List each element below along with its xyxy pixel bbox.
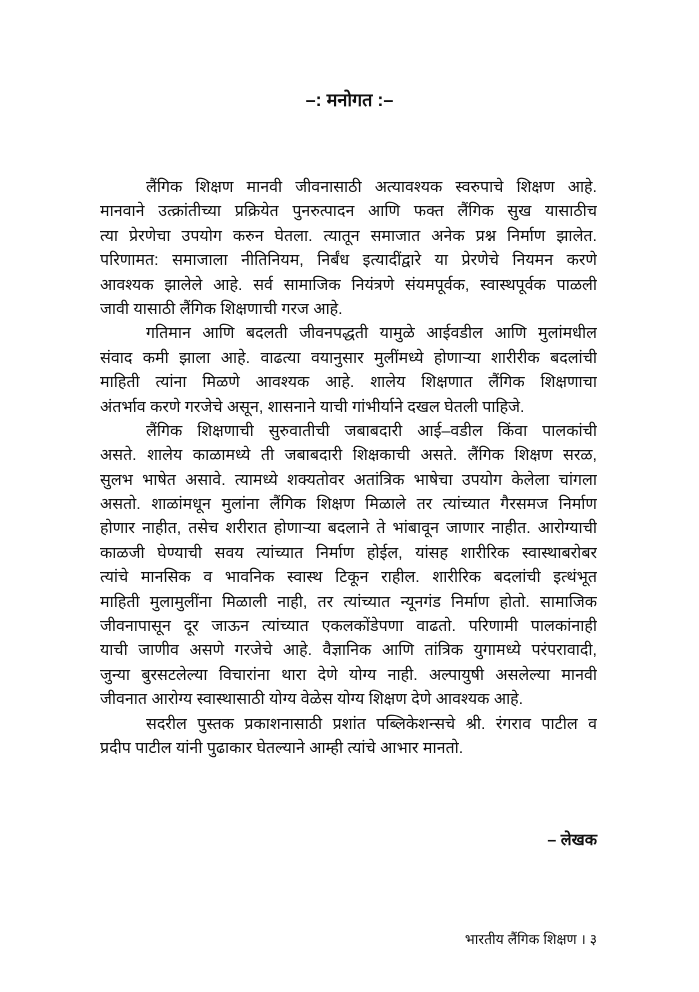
paragraph: [100, 176, 597, 322]
text-line: सुलभ भाषेत असावे. त्यामध्ये शक्यतोवर अतांत्रिक भाषेचा उपयोग केलेला चांगला: [100, 471, 597, 489]
text-line: जीवनात आरोग्य स्वास्थासाठी योग्य वेळेस योग्य शिक्षण देणे आवश्यक आहे.: [100, 691, 524, 709]
text-line: मानवाने उत्क्रांतीच्या प्रक्रियेत पुनरुत्पादन आणि फक्त लैंगिक सुख यासाठीच: [100, 203, 597, 221]
text-line: परिणामत: समाजाला नीतिनियम, निर्बंध इत्यादींद्वारे या प्रेरणेचे नियमन करणे: [100, 252, 597, 270]
text-line: असतो. शाळांमधून मुलांना लैंगिक शिक्षण मिळाले तर त्यांच्यात गैरसमज निर्माण: [100, 496, 597, 514]
text-line: आवश्यक झालेले आहे. सर्व सामाजिक नियंत्रणे संयमपूर्वक, स्वास्थपूर्वक पाळली: [100, 276, 597, 294]
text-line: लैंगिक शिक्षण मानवी जीवनासाठी अत्यावश्यक स्वरुपाचे शिक्षण आहे.: [146, 179, 597, 196]
author-signature: – लेखक: [547, 832, 597, 849]
text-line: होणार नाहीत, तसेच शरीरात होणाऱ्या बदलाने ते भांबावून जाणार नाहीत. आरोग्याची: [100, 520, 597, 538]
text-line: माहिती मुलामुलींना मिळाली नाही, तर त्यांच्यात न्यूनगंड निर्माण होतो. सामाजिक: [100, 593, 597, 611]
text-line: याची जाणीव असणे गरजेचे आहे. वैज्ञानिक आणि तांत्रिक युगामध्ये परंपरावादी,: [100, 642, 597, 660]
text-line: जुन्या बुरसटलेल्या विचारांना थारा देणे योग्य नाही. अल्पायुषी असलेल्या मानवी: [100, 666, 597, 684]
text-line: प्रदीप पाटील यांनी पुढाकार घेतल्याने आम्ही त्यांचे आभार मानतो.: [100, 739, 464, 757]
text-line: जीवनापासून दूर जाऊन त्यांच्यात एकलकोंडेपणा वाढतो. परिणामी पालकांनाही: [100, 618, 597, 636]
page-footer: भारतीय लैंगिक शिक्षण । ३: [464, 931, 597, 947]
text-line: त्यांचे मानसिक व भावनिक स्वास्थ टिकून राहील. शारीरिक बदलांची इत्थंभूत: [100, 569, 597, 587]
text-line: काळजी घेण्याची सवय त्यांच्यात निर्माण होईल, यांसह शारीरिक स्वास्थाबरोबर: [100, 544, 597, 562]
text-line: माहिती त्यांना मिळणे आवश्यक आहे. शालेय शिक्षणात लैंगिक शिक्षणाचा: [100, 374, 597, 392]
text-line: अंतर्भाव करणे गरजेचे असून, शासनाने याची गांभीर्याने दखल घेतली पाहिजे.: [100, 398, 525, 416]
paragraph: [100, 322, 597, 420]
paragraph: [100, 713, 597, 762]
paragraph: [100, 420, 597, 713]
page-title: –: मनोगत :–: [305, 90, 394, 110]
text-line: असते. शालेय काळामध्ये ती जबाबदारी शिक्षकाची असते. लैंगिक शिक्षण सरळ,: [100, 447, 597, 465]
text-line: लैंगिक शिक्षणाची सुरुवातीची जबाबदारी आई–वडील किंवा पालकांची: [146, 422, 597, 440]
text-line: गतिमान आणि बदलती जीवनपद्धती यामुळे आईवडील आणि मुलांमधील: [146, 325, 597, 343]
preface-body: [100, 176, 597, 761]
text-line: सदरील पुस्तक प्रकाशनासाठी प्रशांत पब्लिकेशन्सचे श्री. रंगराव पाटील व: [146, 715, 597, 733]
text-line: जावी यासाठी लैंगिक शिक्षणाची गरज आहे.: [100, 300, 343, 318]
text-line: संवाद कमी झाला आहे. वाढत्या वयानुसार मुलींमध्ये होणाऱ्या शारीरीक बदलांची: [100, 349, 597, 367]
text-line: त्या प्रेरणेचा उपयोग करुन घेतला. त्यातून समाजात अनेक प्रश्न निर्माण झालेत.: [100, 227, 597, 245]
